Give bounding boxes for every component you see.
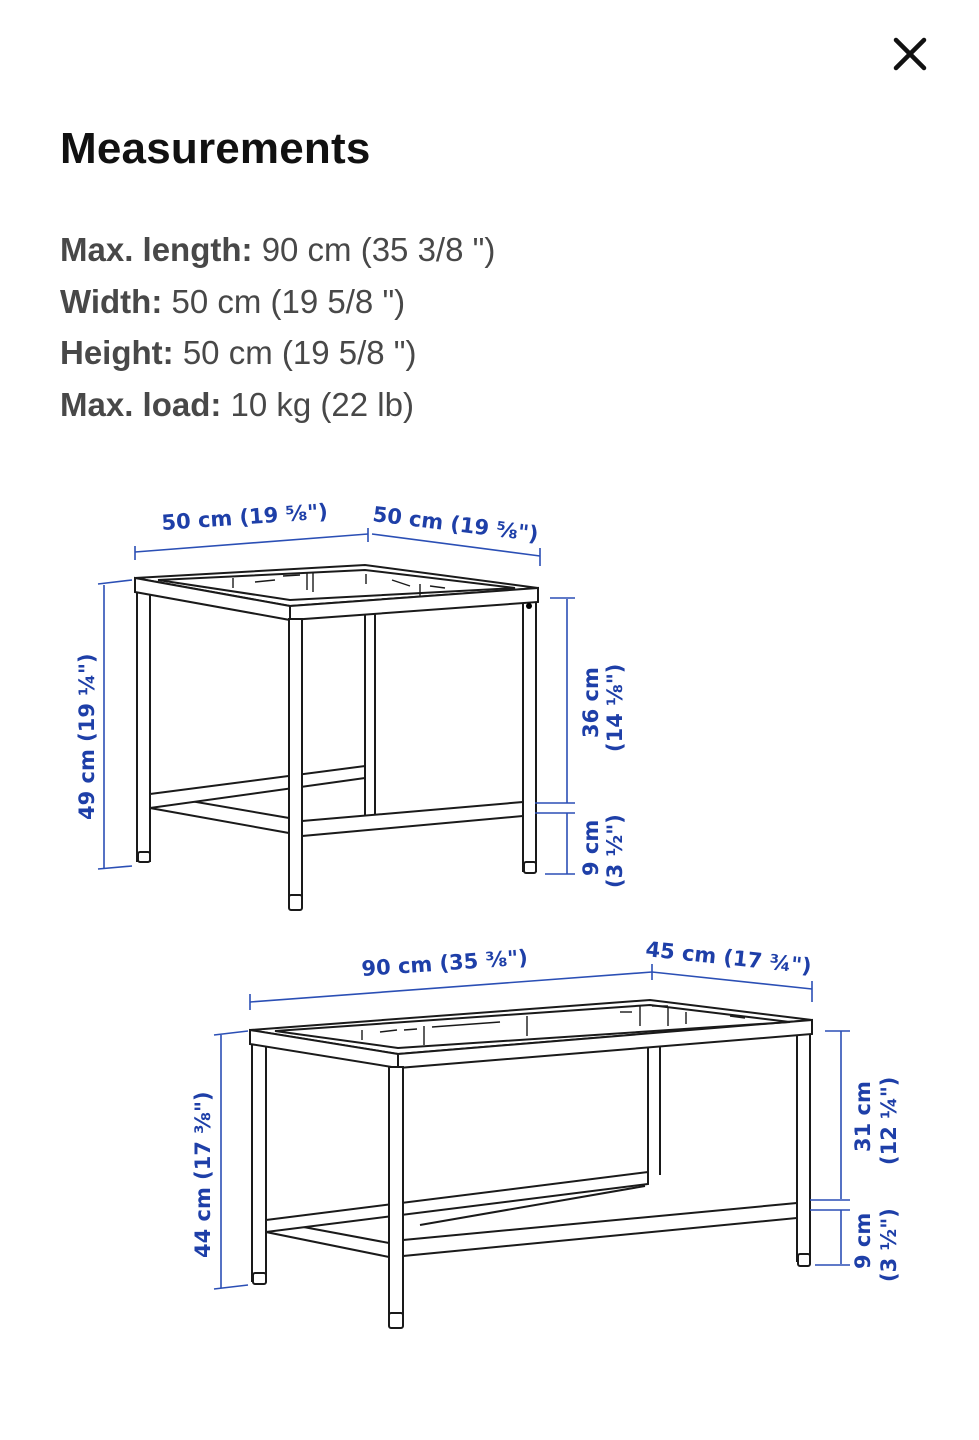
spec-label: Width: xyxy=(60,282,163,320)
spec-label: Max. length: xyxy=(60,231,253,268)
spec-value: 50 cm (19 5/8 ") xyxy=(182,334,417,371)
large-frame-height-in: (12 ¼") xyxy=(877,1076,901,1165)
small-total-height-label: 49 cm (19 ¼") xyxy=(75,653,99,820)
small-frame-height-in: (14 ⅛") xyxy=(603,663,627,752)
large-total-height-label: 44 cm (17 ⅜") xyxy=(191,1091,215,1258)
page-title: Measurements xyxy=(60,124,371,173)
spec-width xyxy=(60,276,495,328)
spec-label: Max. load: xyxy=(60,385,222,423)
spec-max-length xyxy=(60,224,495,276)
large-depth-label: 45 cm (17 ¾") xyxy=(644,937,813,979)
large-length-label: 90 cm (35 ⅜") xyxy=(360,945,529,981)
close-icon xyxy=(892,36,928,72)
large-leg-height-cm: 9 cm xyxy=(851,1212,875,1269)
spec-value: 50 cm (19 5/8 ") xyxy=(171,282,406,320)
large-table-drawing xyxy=(250,1000,812,1328)
spec-label: Height: xyxy=(60,334,174,371)
small-leg-height-cm: 9 cm xyxy=(579,819,603,876)
large-leg-height-in: (3 ½") xyxy=(877,1208,901,1282)
spec-height xyxy=(60,327,495,379)
large-frame-height-cm: 31 cm xyxy=(851,1081,875,1152)
small-depth-label: 50 cm (19 ⅝") xyxy=(371,502,540,547)
small-table-drawing xyxy=(135,565,538,910)
spec-value: 90 cm (35 3/8 ") xyxy=(261,231,496,268)
measurement-list xyxy=(60,224,495,430)
measurement-drawing xyxy=(0,470,979,1370)
small-leg-height-in: (3 ½") xyxy=(603,814,627,888)
small-frame-height-cm: 36 cm xyxy=(579,667,603,738)
spec-value: 10 kg (22 lb) xyxy=(230,385,414,423)
spec-max-load xyxy=(60,379,495,431)
small-width-label: 50 cm (19 ⅝") xyxy=(160,499,329,535)
close-button[interactable] xyxy=(880,24,940,84)
